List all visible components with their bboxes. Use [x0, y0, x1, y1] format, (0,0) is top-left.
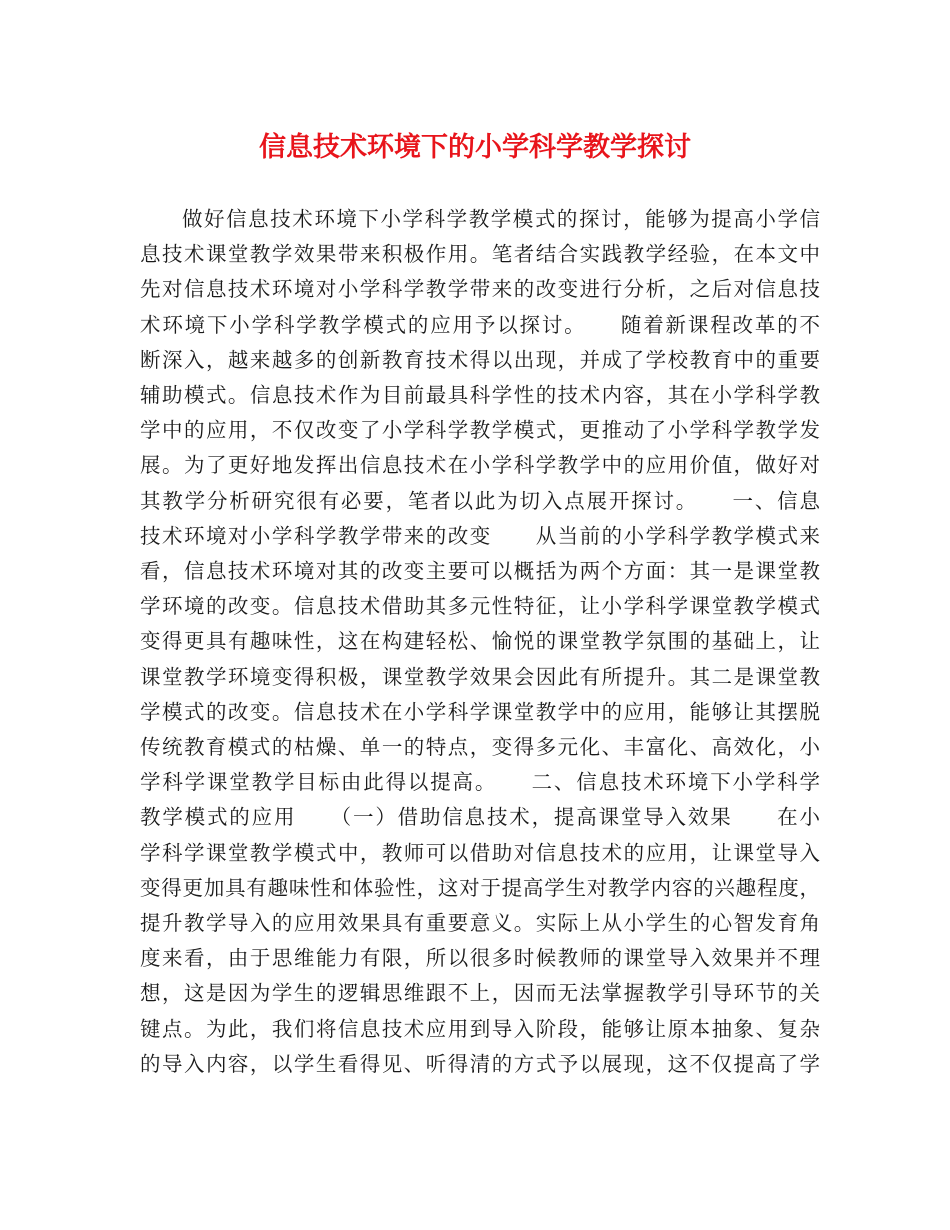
body-line: 学中的应用，不仅改变了小学科学教学模式，更推动了小学科学教学发 [140, 418, 820, 443]
body-line: 的导入内容，以学生看得见、听得清的方式予以展现，这不仅提高了学 [140, 1051, 820, 1076]
body-line: 展。为了更好地发挥出信息技术在小学科学教学中的应用价值，做好对 [140, 453, 820, 478]
body-line: 课堂教学环境变得积极，课堂教学效果会因此有所提升。其二是课堂教 [140, 664, 820, 689]
body-line: 传统教育模式的枯燥、单一的特点，变得多元化、丰富化、高效化，小 [140, 735, 820, 760]
body-line: 技术环境对小学科学教学带来的改变 从当前的小学科学教学模式来 [140, 523, 820, 548]
body-line: 辅助模式。信息技术作为目前最具科学性的技术内容，其在小学科学教 [140, 383, 820, 408]
body-line: 学科学课堂教学目标由此得以提高。 二、信息技术环境下小学科学 [140, 770, 820, 795]
body-line: 键点。为此，我们将信息技术应用到导入阶段，能够让原本抽象、复杂 [140, 1016, 820, 1041]
document-title: 信息技术环境下的小学科学教学探讨 [259, 132, 691, 163]
body-line: 提升教学导入的应用效果具有重要意义。实际上从小学生的心智发育角 [140, 911, 820, 936]
body-line: 看，信息技术环境对其的改变主要可以概括为两个方面：其一是课堂教 [140, 559, 820, 584]
body-line: 息技术课堂教学效果带来积极作用。笔者结合实践教学经验，在本文中 [140, 242, 820, 267]
document-body [140, 202, 820, 1082]
body-line: 变得更具有趣味性，这在构建轻松、愉悦的课堂教学氛围的基础上，让 [140, 629, 820, 654]
body-line: 其教学分析研究很有必要，笔者以此为切入点展开探讨。 一、信息 [140, 488, 820, 513]
body-line: 学环境的改变。信息技术借助其多元性特征，让小学科学课堂教学模式 [140, 594, 820, 619]
body-line: 先对信息技术环境对小学科学教学带来的改变进行分析，之后对信息技 [140, 277, 820, 302]
body-line: 学模式的改变。信息技术在小学科学课堂教学中的应用，能够让其摆脱 [140, 699, 820, 724]
body-line: 教学模式的应用 （一）借助信息技术，提高课堂导入效果 在小 [140, 805, 820, 830]
body-line: 想，这是因为学生的逻辑思维跟不上，因而无法掌握教学引导环节的关 [140, 981, 820, 1006]
body-line: 度来看，由于思维能力有限，所以很多时候教师的课堂导入效果并不理 [140, 946, 820, 971]
body-line: 断深入，越来越多的创新教育技术得以出现，并成了学校教育中的重要 [140, 347, 820, 372]
body-line: 学科学课堂教学模式中，教师可以借助对信息技术的应用，让课堂导入 [140, 840, 820, 865]
body-line: 术环境下小学科学教学模式的应用予以探讨。 随着新课程改革的不 [140, 312, 820, 337]
body-line: 做好信息技术环境下小学科学教学模式的探讨，能够为提高小学信 [182, 207, 820, 231]
body-line: 变得更加具有趣味性和体验性，这对于提高学生对教学内容的兴趣程度， [140, 875, 820, 900]
